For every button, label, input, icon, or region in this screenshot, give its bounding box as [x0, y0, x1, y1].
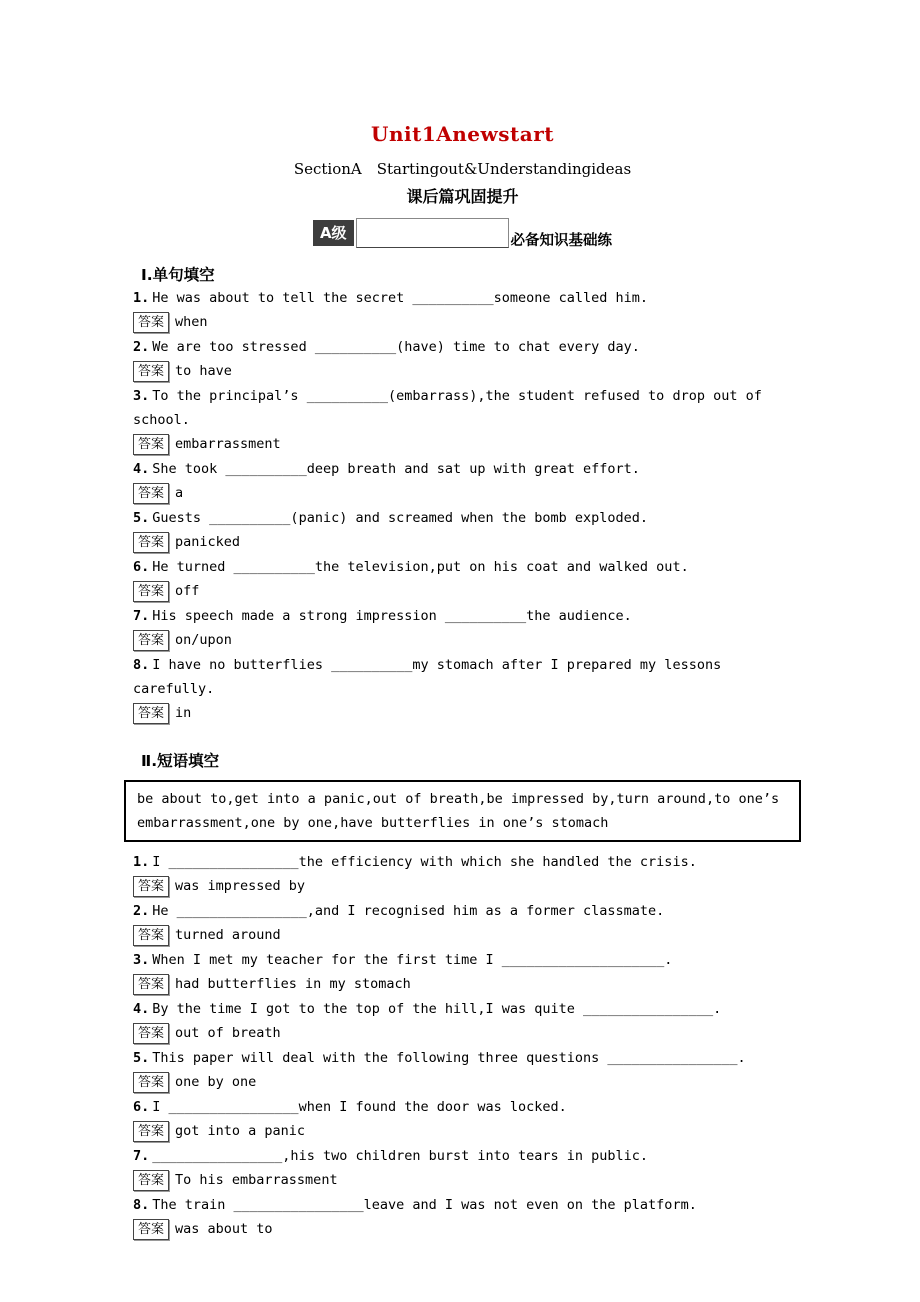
answer-text: panicked [175, 534, 241, 550]
answer-line [133, 1168, 792, 1192]
question-text: He was about to tell the secret __________someone called him. [152, 290, 649, 306]
question-number: 6. [133, 1099, 150, 1115]
question-number: 2. [133, 903, 150, 919]
answer-text: had butterflies in my stomach [175, 976, 411, 992]
section2-items [133, 850, 792, 1241]
question-number: 6. [133, 559, 150, 575]
question-number: 7. [133, 1148, 150, 1164]
question-text: He turned __________the television,put on his coat and walked out. [152, 559, 689, 575]
section2-heading: Ⅱ.短语填空 [141, 752, 220, 770]
section-subtitle: SectionA Startingout&Understandingideas [293, 160, 632, 178]
question-number: 5. [133, 1050, 150, 1066]
question-text: Guests __________(panic) and screamed when the bomb exploded. [152, 510, 649, 526]
section1-items [133, 286, 792, 725]
question-number: 4. [133, 1001, 150, 1017]
question-number: 8. [133, 1197, 150, 1213]
answer-text: was impressed by [175, 878, 306, 894]
answer-text: on/upon [175, 632, 232, 648]
level-caption: 必备知识基础练 [510, 233, 613, 249]
answer-label-badge: 答案 [133, 630, 169, 651]
answer-line [133, 874, 792, 898]
answer-line [133, 1217, 792, 1241]
phrase-bank-box: be about to,get into a panic,out of breath,be impressed by,turn around,to one’s embarrassment,one by one,have butterflies in one’s stomach [124, 780, 801, 842]
page-title: Unit1Anewstart [371, 122, 554, 146]
question-line [133, 997, 792, 1021]
answer-line [133, 701, 792, 725]
question-line [133, 1046, 792, 1070]
level-row [133, 217, 792, 249]
answer-line [133, 530, 792, 554]
answer-line [133, 1119, 792, 1143]
answer-text: got into a panic [175, 1123, 306, 1139]
answer-line [133, 628, 792, 652]
question-line [133, 1095, 792, 1119]
answer-label-badge: 答案 [133, 361, 169, 382]
answer-text: embarrassment [175, 436, 281, 452]
question-line [133, 506, 792, 530]
answer-line [133, 432, 792, 456]
answer-label-badge: 答案 [133, 434, 169, 455]
level-a-badge: A级 [313, 220, 354, 246]
question-number: 8. [133, 657, 150, 673]
answer-line [133, 923, 792, 947]
question-text: He ________________,and I recognised him as a former classmate. [152, 903, 665, 919]
level-empty-box [356, 218, 509, 248]
answer-text: when [175, 314, 208, 330]
answer-label-badge: 答案 [133, 974, 169, 995]
section1-heading: Ⅰ.单句填空 [141, 266, 215, 284]
question-number: 3. [133, 952, 150, 968]
question-number: 7. [133, 608, 150, 624]
question-text: To the principal’s __________(embarrass),the student refused to drop out of school. [133, 388, 762, 428]
answer-label-badge: 答案 [133, 532, 169, 553]
practice-header: 课后篇巩固提升 [406, 187, 519, 206]
answer-line [133, 310, 792, 334]
answer-text: a [175, 485, 184, 501]
answer-label-badge: 答案 [133, 1072, 169, 1093]
question-text: His speech made a strong impression __________the audience. [152, 608, 632, 624]
answer-text: one by one [175, 1074, 257, 1090]
answer-label-badge: 答案 [133, 483, 169, 504]
answer-label-badge: 答案 [133, 1170, 169, 1191]
question-text: She took __________deep breath and sat up with great effort. [152, 461, 640, 477]
question-number: 1. [133, 854, 150, 870]
question-line [133, 899, 792, 923]
question-line [133, 1144, 792, 1168]
question-number: 4. [133, 461, 150, 477]
answer-label-badge: 答案 [133, 876, 169, 897]
answer-label-badge: 答案 [133, 581, 169, 602]
question-line [133, 850, 792, 874]
answer-label-badge: 答案 [133, 925, 169, 946]
answer-text: in [175, 705, 192, 721]
question-line [133, 335, 792, 359]
answer-text: out of breath [175, 1025, 281, 1041]
question-line [133, 384, 792, 432]
question-line [133, 457, 792, 481]
question-line [133, 653, 792, 701]
question-text: I ________________when I found the door was locked. [152, 1099, 567, 1115]
answer-line [133, 481, 792, 505]
answer-label-badge: 答案 [133, 703, 169, 724]
question-text: By the time I got to the top of the hill,I was quite ________________. [152, 1001, 722, 1017]
answer-line [133, 1070, 792, 1094]
answer-line [133, 972, 792, 996]
question-line [133, 555, 792, 579]
answer-line [133, 579, 792, 603]
question-text: ________________,his two children burst into tears in public. [152, 1148, 649, 1164]
question-number: 5. [133, 510, 150, 526]
question-line [133, 1193, 792, 1217]
answer-text: turned around [175, 927, 281, 943]
question-text: This paper will deal with the following three questions ________________. [152, 1050, 746, 1066]
answer-text: to have [175, 363, 232, 379]
answer-label-badge: 答案 [133, 312, 169, 333]
answer-label-badge: 答案 [133, 1219, 169, 1240]
answer-text: To his embarrassment [175, 1172, 338, 1188]
question-text: I have no butterflies __________my stomach after I prepared my lessons carefully. [133, 657, 722, 697]
question-number: 3. [133, 388, 150, 404]
answer-text: was about to [175, 1221, 273, 1237]
question-text: When I met my teacher for the first time I ____________________. [152, 952, 673, 968]
question-line [133, 286, 792, 310]
question-number: 1. [133, 290, 150, 306]
question-number: 2. [133, 339, 150, 355]
question-text: I ________________the efficiency with which she handled the crisis. [152, 854, 697, 870]
answer-line [133, 359, 792, 383]
question-line [133, 604, 792, 628]
answer-label-badge: 答案 [133, 1121, 169, 1142]
question-text: The train ________________leave and I was not even on the platform. [152, 1197, 697, 1213]
question-line [133, 948, 792, 972]
answer-text: off [175, 583, 200, 599]
answer-line [133, 1021, 792, 1045]
question-text: We are too stressed __________(have) time to chat every day. [152, 339, 640, 355]
answer-label-badge: 答案 [133, 1023, 169, 1044]
